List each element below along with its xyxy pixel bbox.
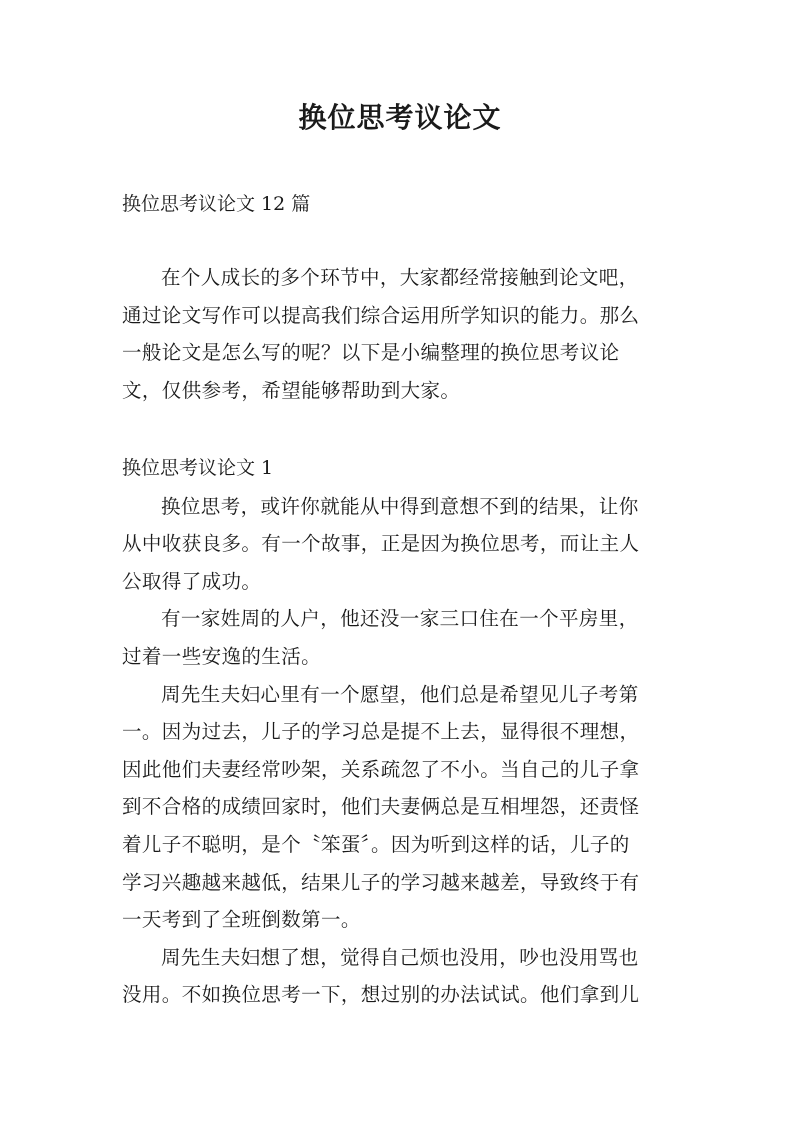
intro-paragraph: [122, 259, 688, 409]
paragraph: [122, 939, 688, 1014]
paragraph-line: 一天考到了全班倒数第一。: [122, 908, 361, 932]
section-heading: 换位思考议论文 1: [122, 457, 274, 479]
intro-line: 通过论文写作可以提高我们综合运用所学知识的能力。那么: [122, 303, 640, 327]
paragraph: [122, 600, 688, 675]
paragraph-line: 有一家姓周的人户，他还没一家三口住在一个平房里，: [161, 607, 639, 631]
paragraph-line: 从中收获良多。有一个故事，正是因为换位思考，而让主人: [122, 532, 640, 556]
paragraph-line: 公取得了成功。: [122, 569, 262, 593]
page-title: 换位思考议论文: [298, 101, 502, 134]
paragraph: [122, 676, 688, 939]
intro-line: 一般论文是怎么写的呢？以下是小编整理的换位思考议论: [122, 341, 620, 365]
paragraph-line: 学习兴趣越来越低，结果儿子的学习越来越差，导致终于有: [122, 870, 640, 894]
paragraph-line: 周先生夫妇想了想，觉得自己烦也没用，吵也没用骂也: [161, 945, 639, 969]
paragraph-line: 到不合格的成绩回家时，他们夫妻俩总是互相埋怨，还责怪: [122, 795, 640, 819]
section-1: [122, 450, 688, 1014]
paragraph-line: 一。因为过去，儿子的学习总是提不上去，显得很不理想，: [122, 720, 640, 744]
paragraph-line: 因此他们夫妻经常吵架，关系疏忽了不小。当自己的儿子拿: [122, 757, 640, 781]
paragraph-line: 没用。不如换位思考一下，想过别的办法试试。他们拿到儿: [122, 983, 640, 1007]
document-subtitle: 换位思考议论文 12 篇: [122, 193, 311, 215]
paragraph-line: 过着一些安逸的生活。: [122, 644, 322, 668]
paragraph-line: 周先生夫妇心里有一个愿望，他们总是希望见儿子考第: [161, 682, 639, 706]
paragraph-line: 换位思考，或许你就能从中得到意想不到的结果，让你: [161, 494, 639, 518]
paragraph-line: 着儿子不聪明，是个〝笨蛋〞。因为听到这样的话，儿子的: [122, 832, 630, 856]
paragraph: [122, 488, 688, 601]
intro-line: 在个人成长的多个环节中，大家都经常接触到论文吧，: [161, 266, 639, 289]
intro-line: 文，仅供参考，希望能够帮助到大家。: [122, 378, 461, 402]
